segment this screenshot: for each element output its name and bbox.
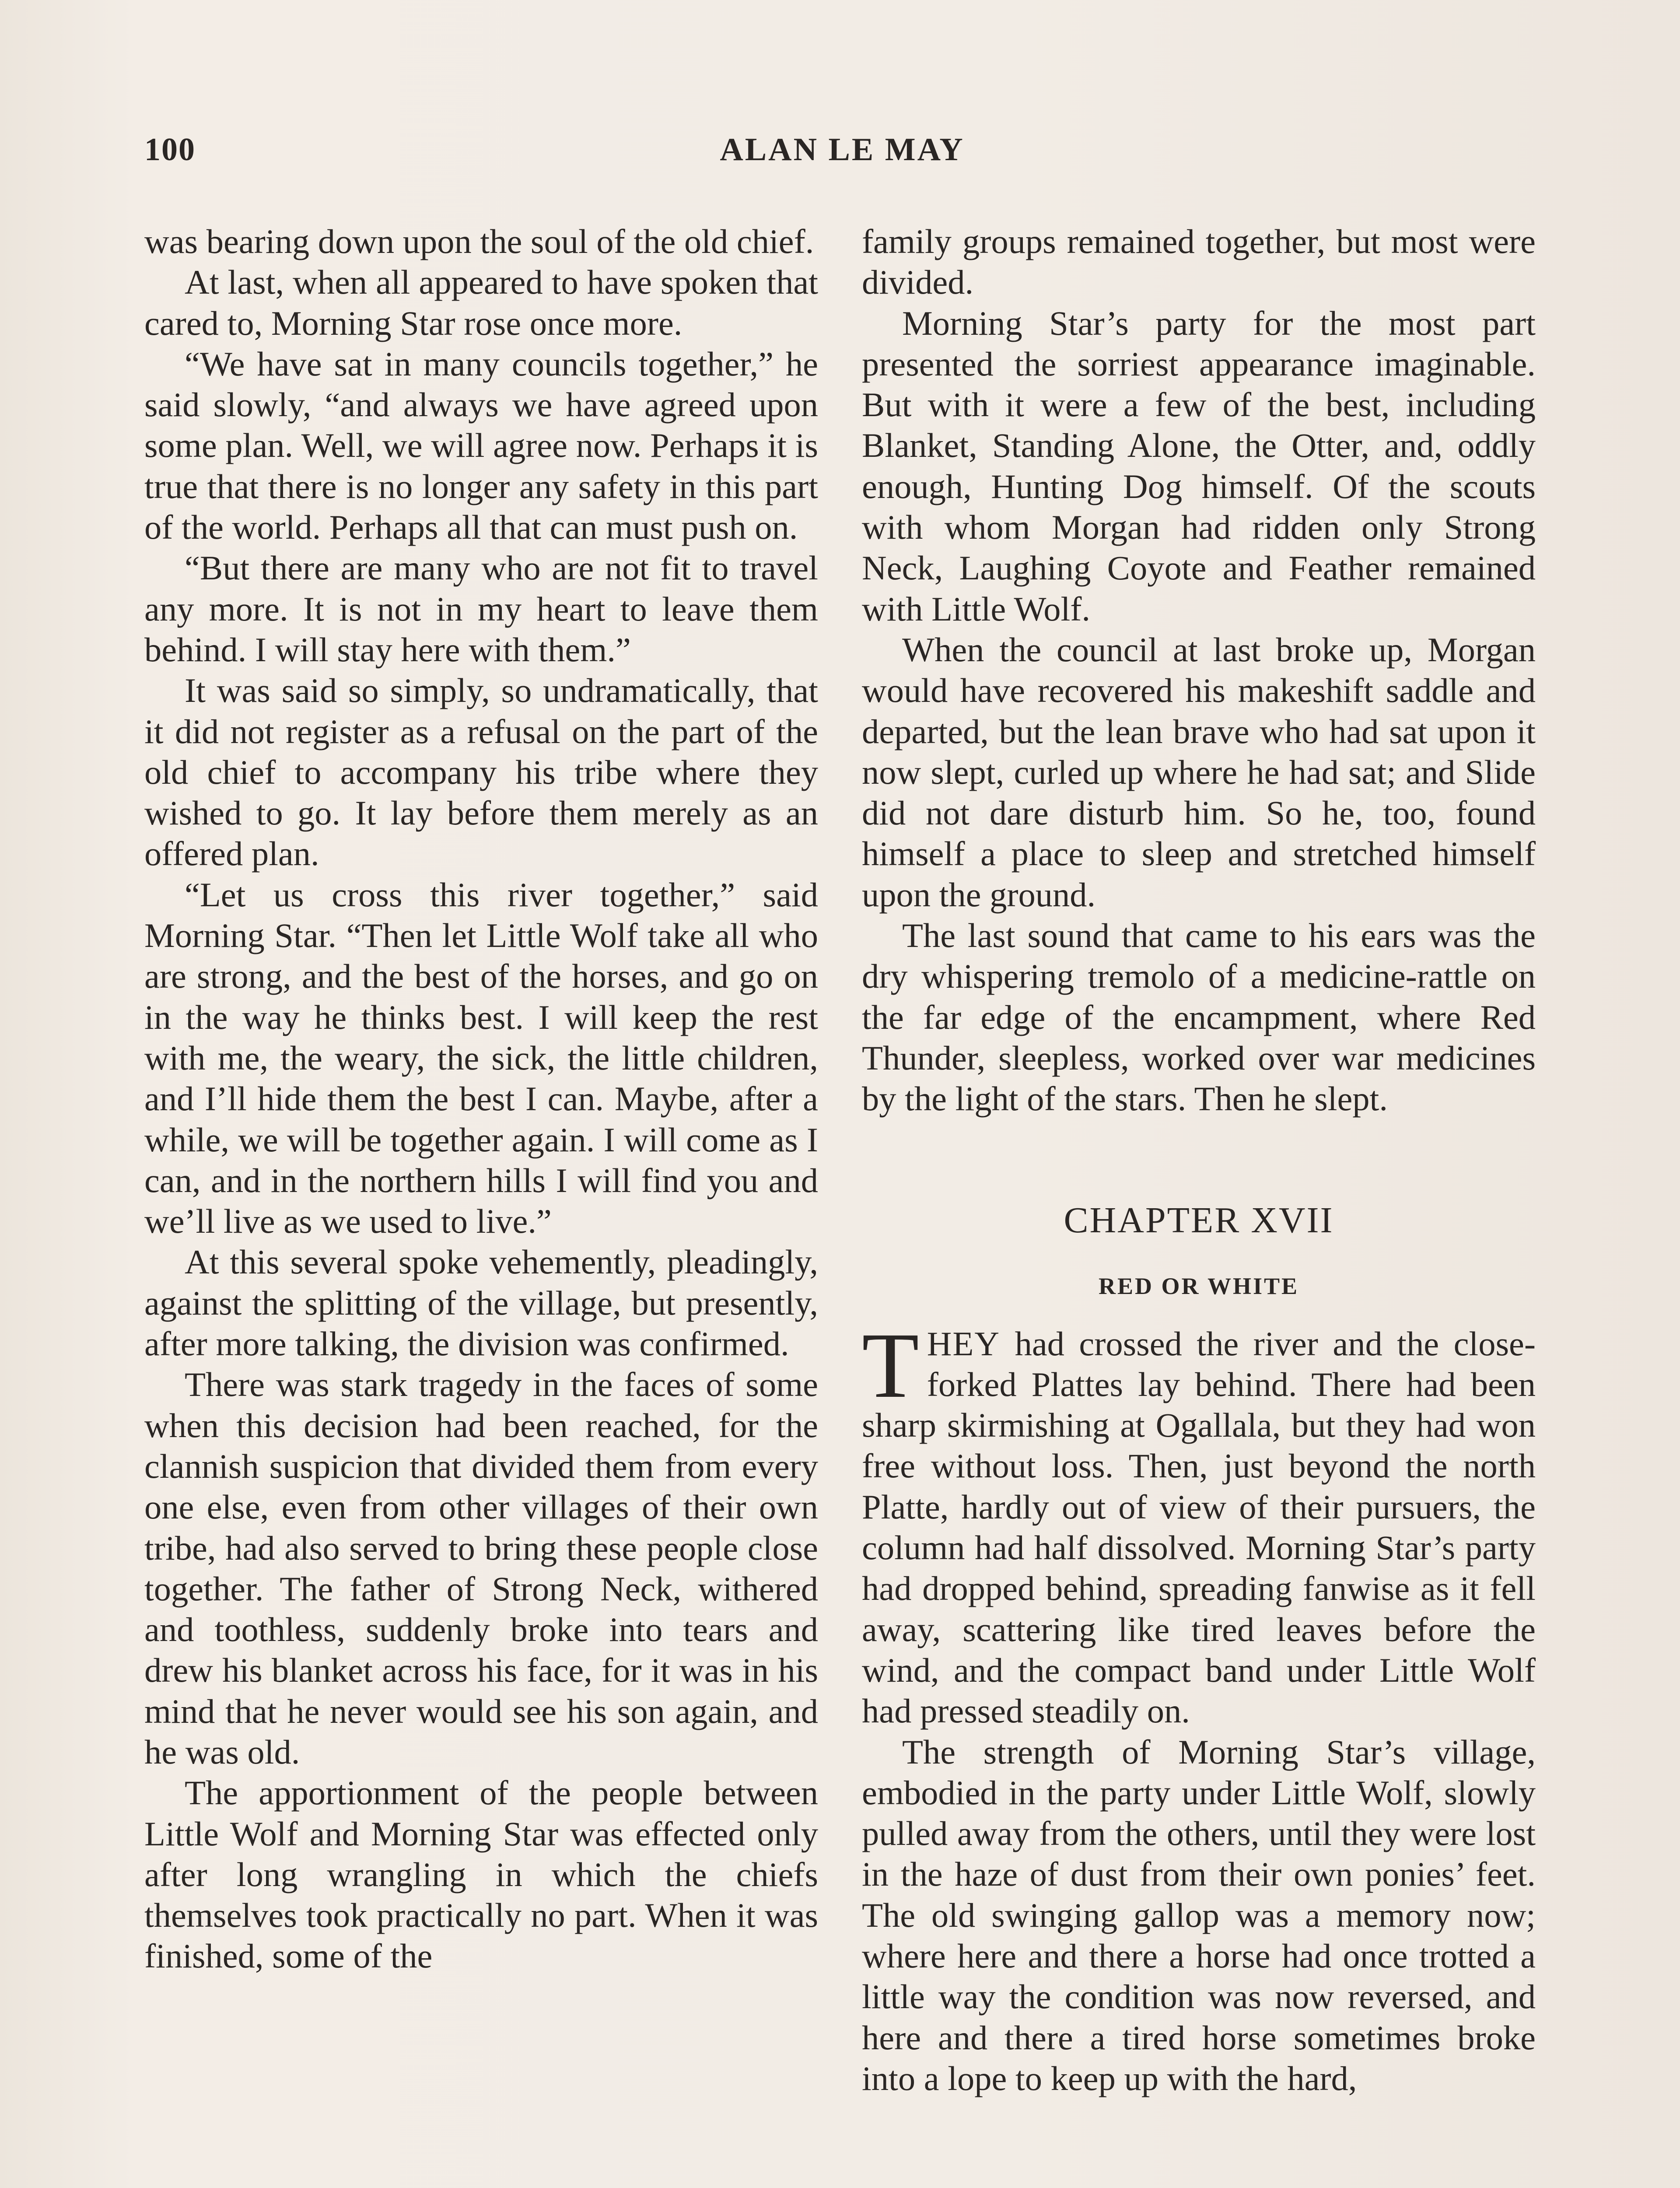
page-header — [144, 131, 1540, 179]
paragraph: “Let us cross this river together,” said Morning Star. “Then let Little Wolf take all who are strong, and the best of the horses, and go on in the way he thinks best. I will keep the rest with me, the weary, the sick, the little children, and I’ll hide them the best I can. Maybe, after a while, we will be together again. I will come as I can, and in the northern hills I will find you and we’ll live as we used to live.” — [144, 875, 818, 1241]
paragraph: At last, when all appeared to have spoken that cared to, Morning Star rose once more. — [144, 263, 818, 342]
paragraph: “We have sat in many councils together,” he said slowly, “and always we have agreed upon some plan. Well, we will agree now. Perhaps it is true that there is no longer any safety in this part of the world. Perhaps all that can must push on. — [144, 344, 818, 547]
drop-cap: T — [862, 1313, 919, 1417]
chapter-opening-paragraph — [862, 1313, 1536, 1732]
paragraph: family groups remained together, but most were divided. — [862, 222, 1536, 302]
paragraph: was bearing down upon the soul of the old chief. — [144, 222, 814, 260]
paragraph: “But there are many who are not fit to travel any more. It is not in my heart to leave them behind. I will stay here with them.” — [144, 549, 818, 669]
paragraph: At this several spoke vehemently, pleadingly, against the splitting of the village, but presently, after more talking, the division was confirmed. — [144, 1243, 818, 1363]
paragraph: The strength of Morning Star’s village, embodied in the party under Little Wolf, slowly pulled away from the others, until they were lost in the haze of dust from their own ponies’ feet. The old swinging gallop was a memory now; where here and there a horse had once trotted a little way the condition was now reversed, and here and there a tired horse sometimes broke into a lope to keep up with the hard, — [862, 1732, 1536, 2097]
opening-word: HEY — [927, 1324, 1001, 1363]
paragraph: There was stark tragedy in the faces of some when this decision had been reached, for the clannish suspicion that divided them from every one else, even from other villages of their own tribe, had also served to bring these people close together. The father of Strong Neck, withered and toothless, suddenly broke into tears and drew his blanket across his face, for it was in his mind that he never would see his son again, and he was old. — [144, 1365, 818, 1771]
chapter-title: CHAPTER XVII — [1064, 1199, 1334, 1241]
running-head: ALAN LE MAY — [720, 132, 965, 168]
page-number: 100 — [144, 132, 196, 168]
opening-paragraph-text: had crossed the river and the close-forked Plattes lay behind. There had been sharp skirmishing at Ogallala, but they had won free without loss. Then, just beyond the north Platte, hardly out of view of their pursuers, the column had half dissolved. Morning Star’s party had dropped behind, spreading fanwise as it fell away, scattering like tired leaves before the wind, and the compact band under Little Wolf had pressed steadily on. — [862, 1324, 1536, 1730]
paragraph: The apportionment of the people between Little Wolf and Morning Star was effected only after long wrangling in which the chiefs themselves took practically no part. When it was finished, some of the — [144, 1774, 818, 1975]
right-column — [862, 221, 1536, 2099]
chapter-subtitle: RED OR WHITE — [1098, 1273, 1299, 1299]
paragraph: It was said so simply, so undramatically, that it did not register as a refusal on the part of the old chief to accompany his tribe where they wished to go. It lay before them merely as an offered plan. — [144, 671, 818, 873]
paragraph: When the council at last broke up, Morgan would have recovered his makeshift saddle and departed, but the lean brave who had sat upon it now slept, curled up where he had sat; and Slide did not dare disturb him. So he, too, found himself a place to sleep and stretched himself upon the ground. — [862, 630, 1536, 914]
paragraph: Morning Star’s party for the most part presented the sorriest appearance imaginable. But with it were a few of the best, including Blanket, Standing Alone, the Otter, and, oddly enough, Hunting Dog himself. Of the scouts with whom Morgan had ridden only Strong Neck, Laughing Coyote and Feather remained with Little Wolf. — [862, 304, 1536, 628]
left-column — [144, 221, 818, 1977]
paragraph: The last sound that came to his ears was the dry whispering tremolo of a medicine-rattle on the far edge of the encampment, where Red Thunder, sleepless, worked over war medicines by the light of the stars. Then he slept. — [862, 916, 1536, 1118]
